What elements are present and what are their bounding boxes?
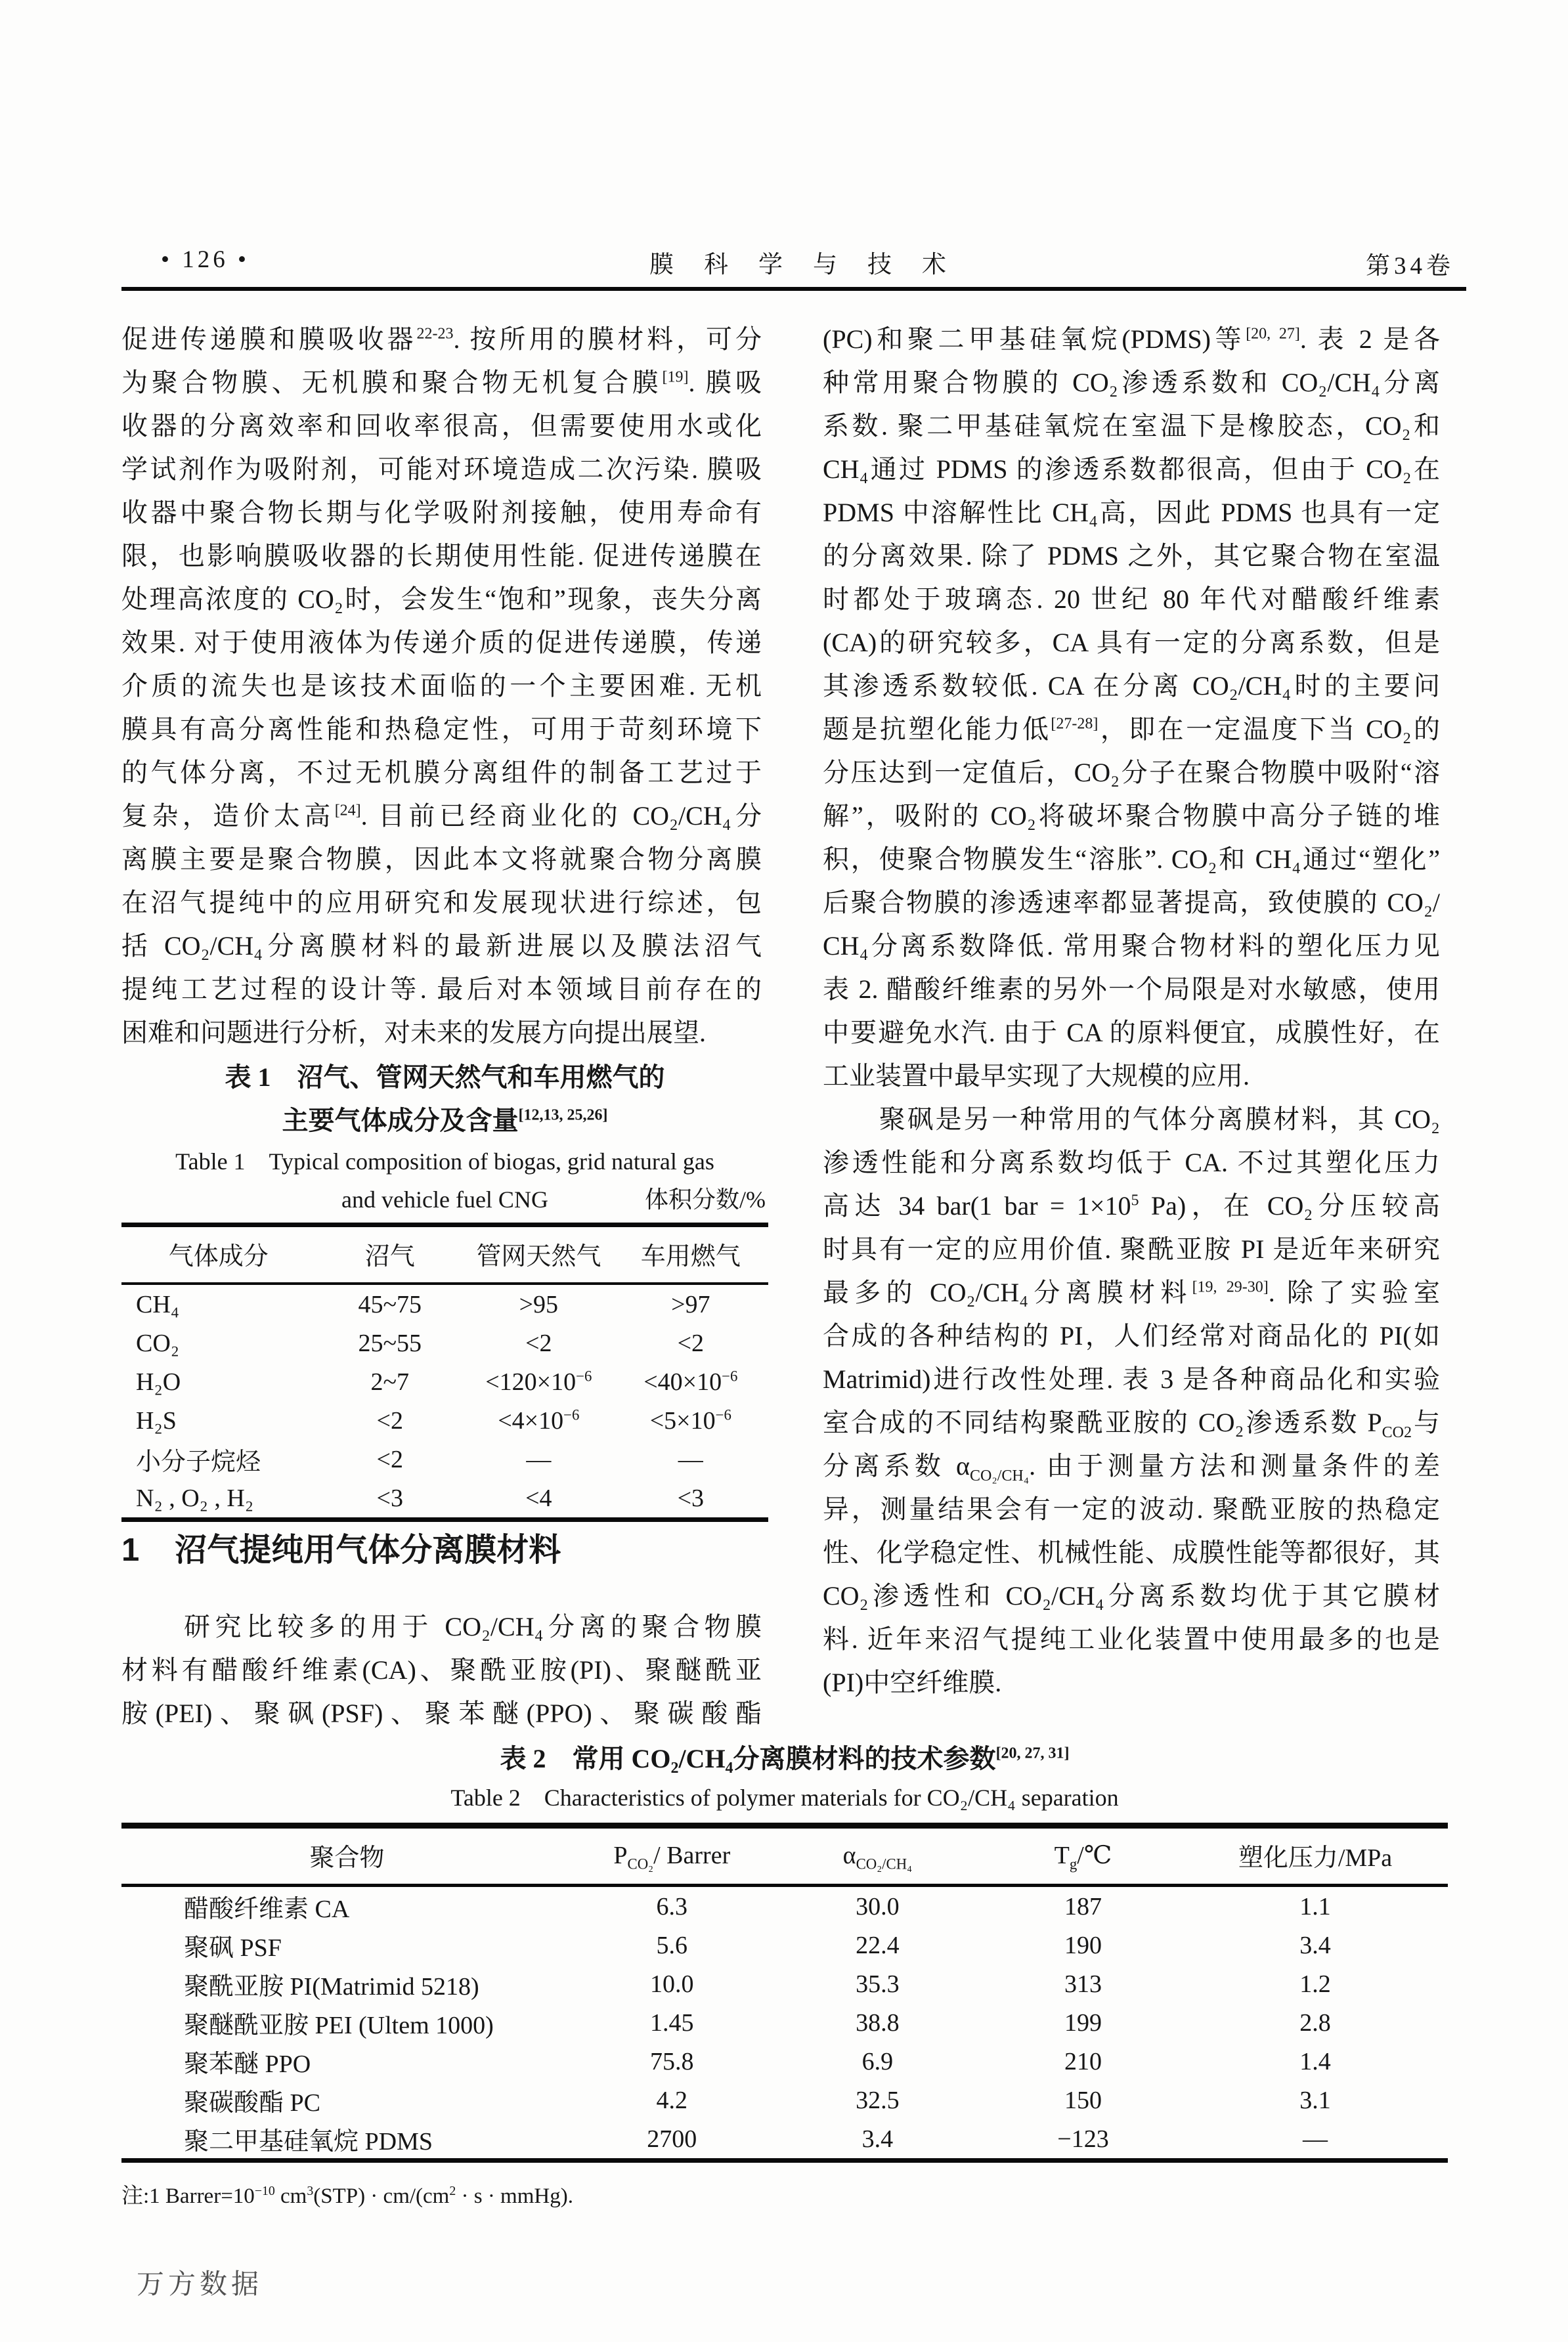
- text-line: 料. 近年来沼气提纯工业化装置中使用最多的也是: [823, 1624, 1440, 1654]
- text-line: 室合成的不同结构聚酰亚胺的 CO₂渗透系数 $P_{CO2}$与: [823, 1408, 1440, 1441]
- text-line: 系数. 聚二甲基硅氧烷在室温下是橡胶态，CO₂和: [823, 411, 1440, 441]
- text-line: 效果. 对于使用液体为传递介质的促进传递膜，传递: [121, 628, 762, 657]
- table-cell: —: [678, 1445, 703, 1473]
- text-line: CH₄通过 PDMS 的渗透系数都很高，但由于 CO₂在: [823, 454, 1440, 484]
- table-cell: $<5\times 10^{-6}$: [649, 1406, 731, 1435]
- table-row: [121, 2042, 1448, 2081]
- text-line: 的气体分离，不过无机膜分离组件的制备工艺过于: [121, 758, 762, 787]
- text-line: 异，测量结果会有一定的波动. 聚酰亚胺的热稳定: [823, 1494, 1440, 1524]
- text-line: (PC)和聚二甲基硅氧烷(PDMS)等[20, 27]. 表 2 是各: [823, 324, 1440, 354]
- text-line: (PI)中空纤维膜.: [823, 1668, 1002, 1697]
- text-line: 为聚合物膜、无机膜和聚合物无机复合膜[19]. 膜吸: [121, 368, 762, 397]
- section1-title: 沼气提纯用气体分离膜材料: [175, 1532, 561, 1568]
- column-header: 聚合物: [309, 1844, 385, 1872]
- table-cell: $<4\times 10^{-6}$: [498, 1406, 580, 1435]
- text-line: 在沼气提纯中的应用研究和发展现状进行综述，包: [121, 888, 762, 917]
- table-row: [121, 1886, 1448, 1926]
- text-line: 的分离效果. 除了 PDMS 之外，其它聚合物在室温: [823, 541, 1440, 571]
- table-cell: 聚碳酸酯 PC: [184, 2089, 320, 2117]
- text-line: 性、化学稳定性、机械性能、成膜性能等都很好，其: [823, 1538, 1440, 1567]
- text-line: 分压达到一定值后，CO₂分子在聚合物膜中吸附“溶: [823, 758, 1440, 787]
- table-cell: 30.0: [856, 1892, 900, 1920]
- table-cell: 聚醚酰亚胺 PEI (Ultem 1000): [184, 2012, 494, 2039]
- table-cell: <2: [677, 1329, 705, 1357]
- right-column-paragraph-2: [823, 1098, 1440, 1704]
- table1-block: [121, 1056, 768, 1522]
- table-row: [121, 1440, 768, 1479]
- table-cell: 2700: [647, 2125, 697, 2153]
- right-column: [823, 318, 1440, 1704]
- table-cell: 22.4: [856, 1931, 900, 1959]
- section1-paragraph: [121, 1605, 762, 1735]
- table-cell: 聚砜 PSF: [184, 1934, 282, 1962]
- table-cell: 1.1: [1299, 1892, 1331, 1920]
- text-line: 高达 34 bar(1 bar = $1\times 10^5$ Pa)，在 CO₂分压较高: [823, 1191, 1440, 1221]
- text-line: 最多的 CO₂/CH₄分离膜材料[19, 29-30]. 除了实验室: [823, 1278, 1440, 1307]
- text-line: (CA)的研究较多，CA 具有一定的分离系数，但是: [823, 628, 1440, 657]
- table-cell: CO₂: [136, 1329, 180, 1357]
- table-cell: 150: [1064, 2086, 1102, 2114]
- table-cell: —: [1302, 2125, 1328, 2153]
- table2-footnote: 注:1 $Barrer=10^{-10}$ $cm^3(STP) \cdot cm/(cm^2 \cdot s$ · mmHg).: [121, 2184, 573, 2208]
- column-header: 沼气: [364, 1243, 415, 1270]
- volume-label: 第34卷: [1366, 253, 1454, 280]
- text-line: 时都处于玻璃态. 20 世纪 80 年代对醋酸纤维素: [823, 584, 1440, 614]
- text-line: 合成的各种结构的 PI，人们经常对商品化的 PI(如: [823, 1321, 1440, 1351]
- table-row: [121, 1926, 1448, 1964]
- table2-block: [121, 1739, 1448, 2209]
- text-line: 收器的分离效率和回收率很高，但需要使用水或化: [121, 411, 762, 441]
- journal-title: 膜科学与技术: [649, 251, 976, 278]
- running-head: [121, 244, 1474, 282]
- table-cell: <4: [525, 1484, 552, 1512]
- column-header: $\alpha_{CO_2/CH_4}$: [842, 1841, 913, 1873]
- table-cell: 4.2: [656, 2086, 688, 2114]
- text-line: 离膜主要是聚合物膜，因此本文将就聚合物分离膜: [121, 844, 762, 874]
- table-cell: —: [526, 1445, 552, 1473]
- left-column-paragraph: [121, 318, 762, 1054]
- text-line: 介质的流失也是该技术面临的一个主要困难. 无机: [121, 671, 762, 701]
- table-cell: 6.3: [656, 1892, 688, 1920]
- table1-header-row: [121, 1225, 768, 1284]
- table-cell: 6.9: [861, 2047, 894, 2075]
- page-number: • 126 •: [161, 246, 250, 273]
- text-line: 收器中聚合物长期与化学吸附剂接触，使用寿命有: [121, 498, 762, 527]
- section1-heading: [121, 1525, 768, 1571]
- table-cell: 醋酸纤维素 CA: [184, 1896, 350, 1923]
- table-cell: 2~7: [370, 1368, 410, 1396]
- table2-header-row: [121, 1826, 1448, 1886]
- table-row: [121, 1479, 768, 1520]
- text-line: 困难和问题进行分析，对未来的发展方向提出展望.: [121, 1018, 706, 1047]
- table-cell: 190: [1064, 1931, 1102, 1959]
- table-row: [121, 1362, 768, 1401]
- text-line: 限，也影响膜吸收器的长期使用性能. 促进传递膜在: [121, 541, 762, 571]
- table-cell: 1.2: [1299, 1970, 1331, 1998]
- table-cell: <2: [525, 1329, 552, 1357]
- column-header: 气体成分: [168, 1243, 269, 1270]
- table-row: [121, 1964, 1448, 2003]
- table-cell: 210: [1064, 2047, 1102, 2075]
- table-row: [121, 2003, 1448, 2042]
- text-line: 分离系数 $\alpha_{CO_2/CH_4}$. 由于测量方法和测量条件的差: [823, 1451, 1440, 1485]
- text-line: 促进传递膜和膜吸收器$^{22-23}$. 按所用的膜材料，可分: [121, 324, 762, 354]
- table-row: [121, 1324, 768, 1362]
- table1: [121, 1223, 768, 1522]
- table-cell: −123: [1057, 2125, 1109, 2153]
- table-cell: <3: [376, 1484, 403, 1512]
- table-cell: 3.4: [1299, 1931, 1331, 1959]
- text-line: CO₂渗透性和 CO₂/CH₄分离系数均优于其它膜材: [823, 1581, 1440, 1611]
- table-cell: 聚二甲基硅氧烷 PDMS: [184, 2128, 433, 2156]
- table-cell: 313: [1064, 1970, 1102, 1998]
- table-cell: $<40\times 10^{-6}$: [643, 1367, 738, 1396]
- table-cell: <3: [677, 1484, 705, 1512]
- table-row: [121, 2119, 1448, 2161]
- table-cell: 187: [1064, 1892, 1102, 1920]
- text-line: 胺(PEI)、聚砜(PSF)、聚苯醚(PPO)、聚碳酸酯: [121, 1699, 762, 1728]
- table-row: [121, 1401, 768, 1440]
- text-line: 时具有一定的应用价值. 聚酰亚胺 PI 是近年来研究: [823, 1234, 1440, 1264]
- table-cell: 25~55: [358, 1329, 422, 1357]
- table-cell: 199: [1064, 2008, 1102, 2037]
- text-line: 工业装置中最早实现了大规模的应用.: [823, 1061, 1250, 1091]
- table2-caption-zh: 表 2 常用 CO₂/CH₄分离膜材料的技术参数[20, 27, 31]: [500, 1744, 1070, 1773]
- text-line: 研究比较多的用于 CO₂/CH₄分离的聚合物膜: [121, 1612, 762, 1641]
- table-cell: $<120\times 10^{-6}$: [485, 1367, 592, 1396]
- table-row: [121, 1284, 768, 1324]
- table-cell: 聚酰亚胺 PI(Matrimid 5218): [184, 1973, 479, 2001]
- text-line: 渗透性能和分离系数均低于 CA. 不过其塑化压力: [823, 1148, 1440, 1177]
- text-line: 处理高浓度的 CO₂时，会发生“饱和”现象，丧失分离: [121, 584, 762, 614]
- table-cell: 2.8: [1299, 2008, 1331, 2037]
- table-cell: 45~75: [358, 1290, 422, 1318]
- column-header: 塑化压力/MPa: [1238, 1844, 1393, 1872]
- table1-caption-en-continuation: and vehicle fuel CNG: [341, 1186, 548, 1213]
- text-line: 膜具有高分离性能和热稳定性，可用于苛刻环境下: [121, 714, 762, 744]
- text-line: 题是抗塑化能力低[27-28]，即在一定温度下当 CO₂的: [823, 714, 1440, 744]
- table-cell: >97: [671, 1290, 710, 1318]
- right-column-paragraph-1: [823, 318, 1440, 1098]
- table-row: [121, 2081, 1448, 2119]
- text-line: 复杂，造价太高[24]. 目前已经商业化的 CO₂/CH₄分: [121, 801, 762, 831]
- table-cell: 3.4: [861, 2125, 894, 2153]
- table-cell: 1.45: [650, 2008, 694, 2037]
- text-line: PDMS 中溶解性比 CH₄高，因此 PDMS 也具有一定: [823, 498, 1440, 527]
- table-cell: N₂ , O₂ , H₂: [136, 1484, 254, 1512]
- table-cell: 聚苯醚 PPO: [184, 2050, 311, 2078]
- table-cell: 10.0: [650, 1970, 694, 1998]
- table-cell: 5.6: [656, 1931, 688, 1959]
- table-cell: 1.4: [1299, 2047, 1331, 2075]
- text-line: 材料有醋酸纤维素(CA)、聚酰亚胺(PI)、聚醚酰亚: [121, 1655, 762, 1685]
- column-header: $P_{CO_2}/$ Barrer: [613, 1841, 731, 1873]
- table-cell: <2: [376, 1406, 403, 1435]
- watermark: 万方数据: [137, 2270, 263, 2300]
- text-line: 表 2. 醋酸纤维素的另外一个局限是对水敏感，使用: [823, 974, 1440, 1004]
- table2: [121, 1823, 1448, 2163]
- table-cell: >95: [519, 1290, 559, 1318]
- text-line: 种常用聚合物膜的 CO₂渗透系数和 CO₂/CH₄分离: [823, 368, 1440, 397]
- table1-caption-zh-line1: 表 1 沼气、管网天然气和车用燃气的: [225, 1062, 665, 1092]
- text-line: 聚砜是另一种常用的气体分离膜材料，其 CO₂: [823, 1104, 1440, 1134]
- section1-number: 1: [121, 1532, 140, 1568]
- text-line: Matrimid)进行改性处理. 表 3 是各种商品化和实验: [823, 1364, 1440, 1394]
- table-cell: 32.5: [856, 2086, 900, 2114]
- text-line: 中要避免水汽. 由于 CA 的原料便宜，成膜性好，在: [823, 1018, 1440, 1047]
- column-header: 车用燃气: [640, 1243, 741, 1270]
- text-line: 后聚合物膜的渗透速率都显著提高，致使膜的 CO₂/: [823, 888, 1440, 917]
- table-cell: H₂O: [136, 1368, 181, 1396]
- text-line: 学试剂作为吸附剂，可能对环境造成二次污染. 膜吸: [121, 454, 762, 484]
- table-cell: H₂S: [136, 1406, 177, 1435]
- text-line: 括 CO₂/CH₄分离膜材料的最新进展以及膜法沼气: [121, 931, 762, 961]
- text-line: 提纯工艺过程的设计等. 最后对本领域目前存在的: [121, 974, 762, 1004]
- table1-caption-zh-line2: 主要气体成分及含量[12,13, 25,26]: [282, 1106, 608, 1135]
- table-cell: 3.1: [1299, 2086, 1331, 2114]
- header-rule: [121, 287, 1466, 291]
- table-cell: 小分子烷烃: [136, 1448, 261, 1476]
- table1-caption-en-line1: Table 1 Typical composition of biogas, grid natural gas: [175, 1148, 714, 1175]
- table-cell: 35.3: [856, 1970, 900, 1998]
- table1-unit-label: 体积分数/%: [645, 1186, 766, 1213]
- table-cell: 75.8: [650, 2047, 694, 2075]
- table1-caption-en-line2: [121, 1181, 768, 1219]
- table-cell: 38.8: [856, 2008, 900, 2037]
- text-line: 其渗透系数较低. CA 在分离 CO₂/CH₄时的主要问: [823, 671, 1440, 701]
- table2-caption-en: Table 2 Characteristics of polymer materials for CO₂/CH₄ separation: [450, 1785, 1119, 1811]
- table-cell: <2: [376, 1445, 403, 1473]
- text-line: 解”，吸附的 CO₂将破坏聚合物膜中高分子链的堆: [823, 801, 1440, 831]
- column-header: $T_g/℃$: [1054, 1842, 1112, 1873]
- column-header: 管网天然气: [476, 1243, 601, 1270]
- text-line: CH₄分离系数降低. 常用聚合物材料的塑化压力见: [823, 931, 1440, 961]
- table-cell: CH₄: [136, 1290, 180, 1318]
- text-line: 积，使聚合物膜发生“溶胀”. CO₂和 CH₄通过“塑化”: [823, 844, 1440, 874]
